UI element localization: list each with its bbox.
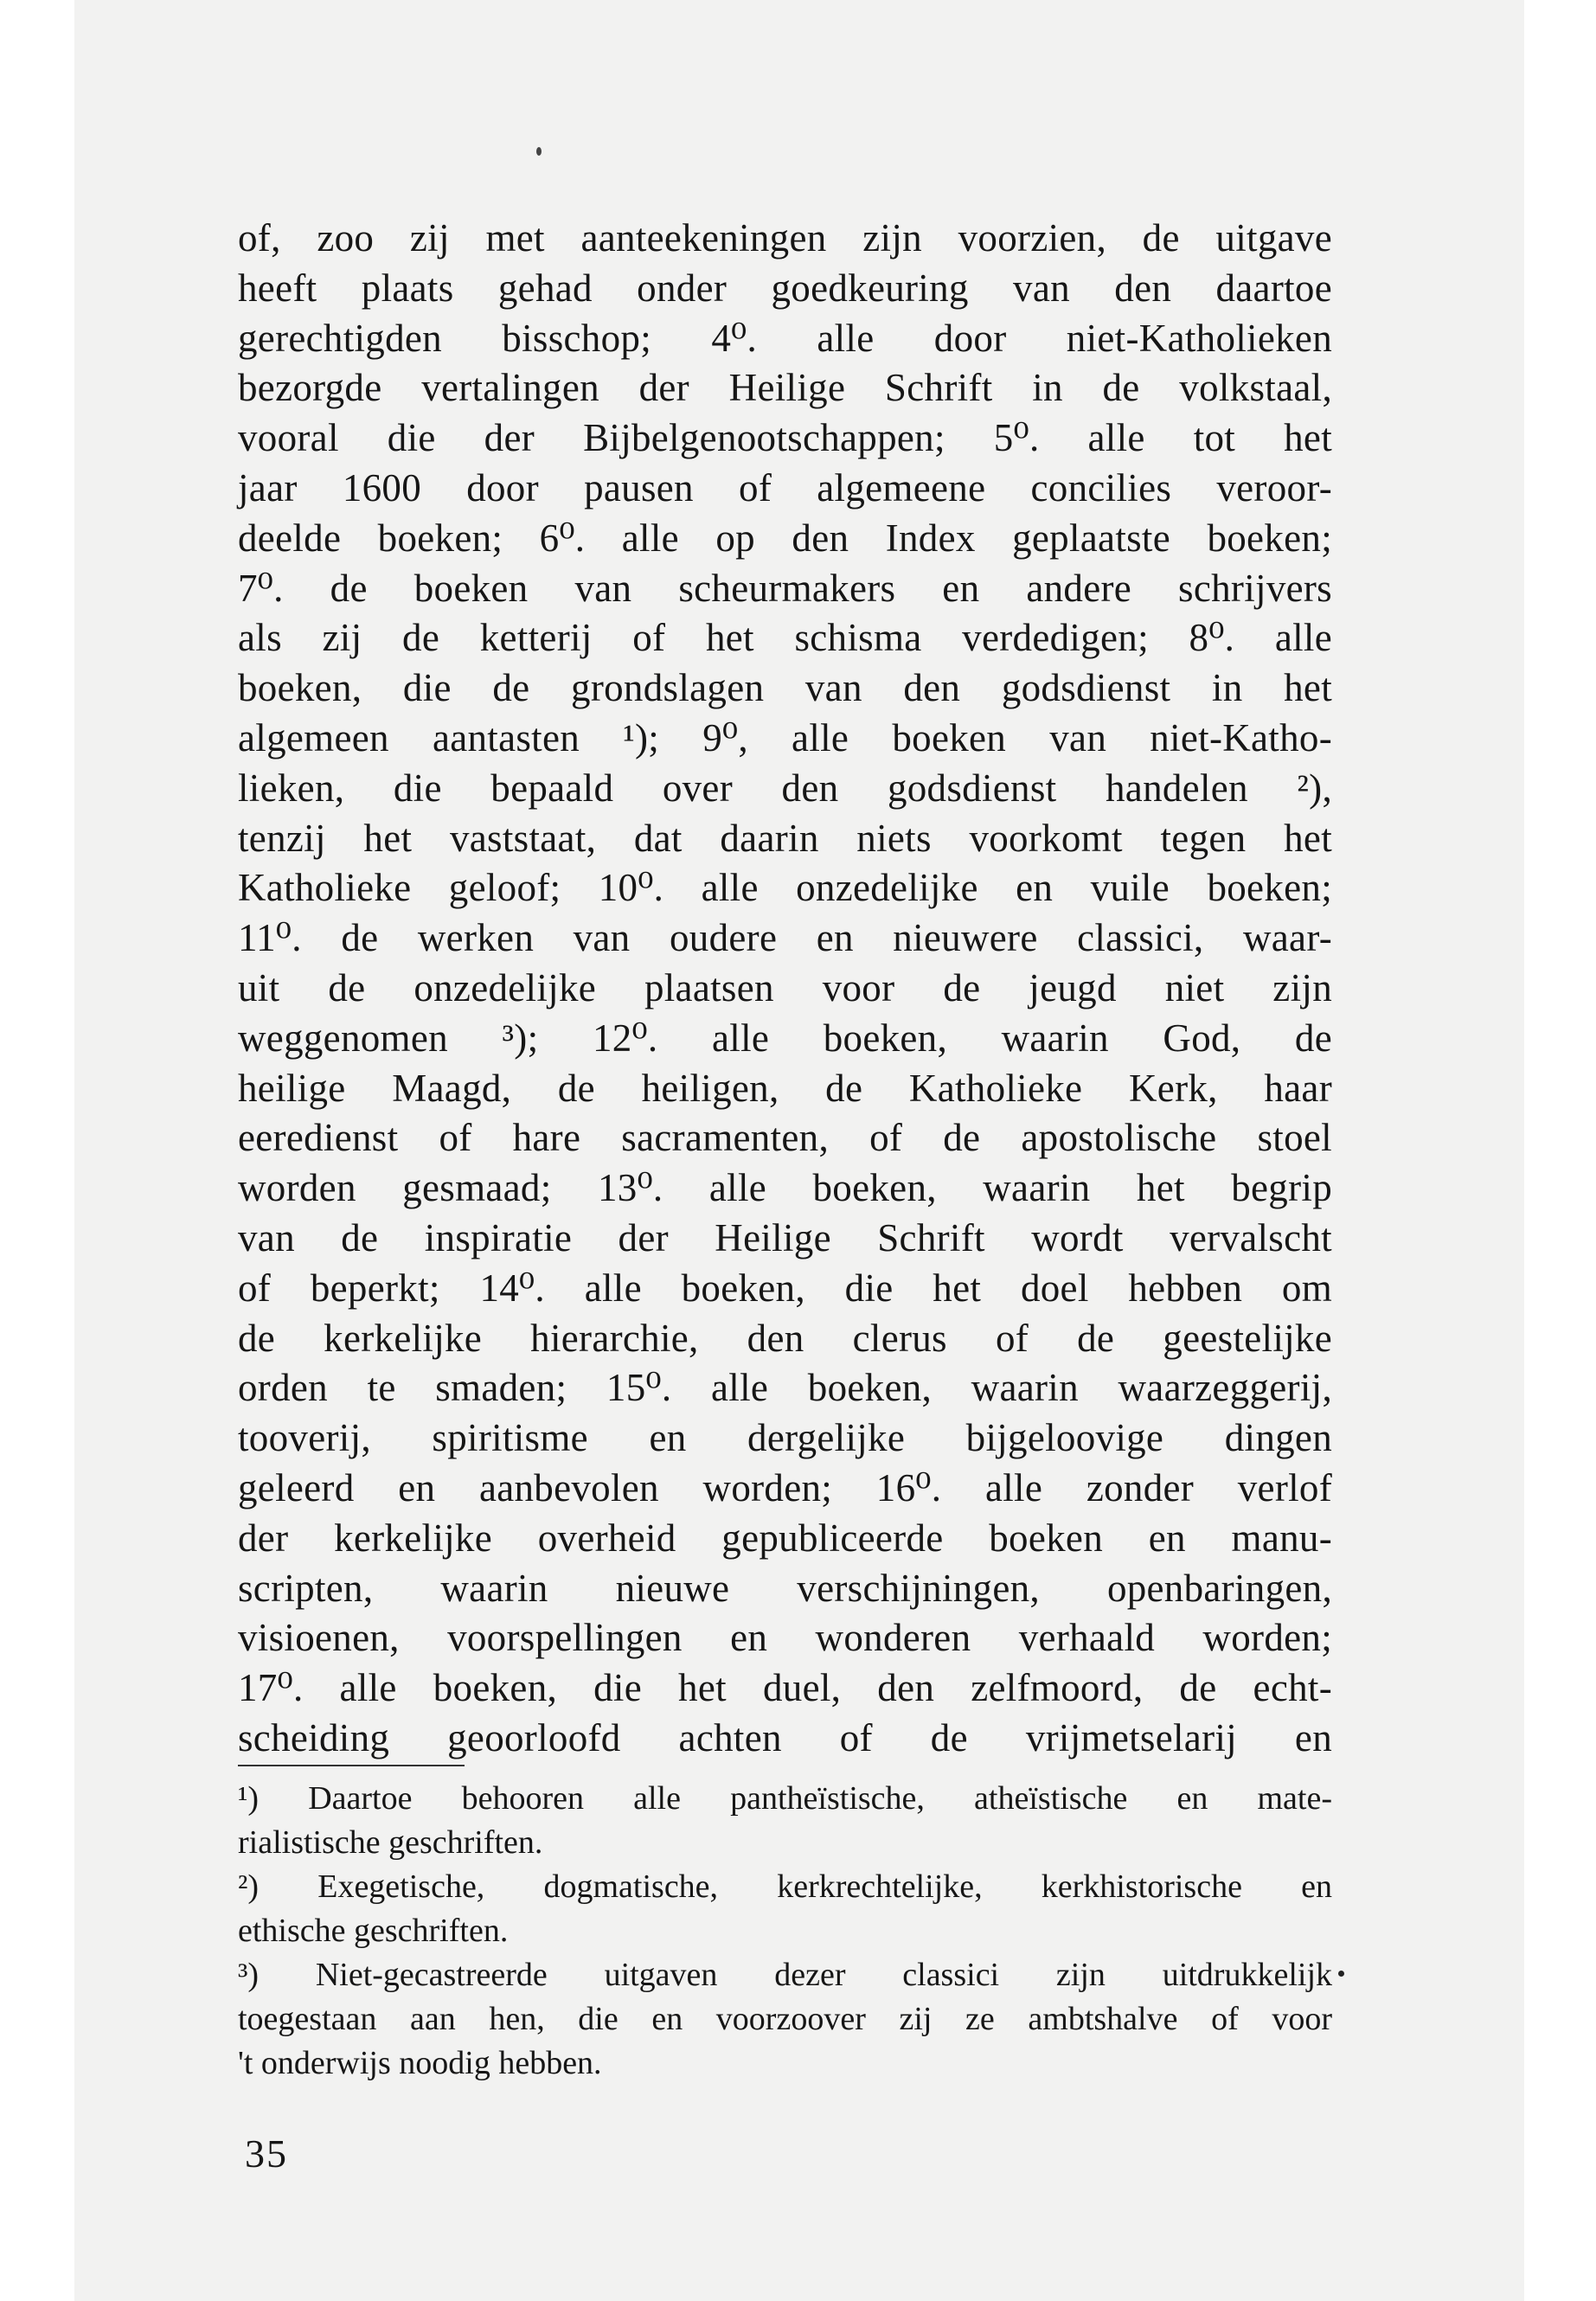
- paragraph-line: weggenomen ³); 12⁰. alle boeken, waarin God, de: [238, 1016, 1332, 1060]
- paragraph-line: scheiding geoorloofd achten of de vrijmetselarij en: [238, 1715, 1332, 1759]
- paragraph-line: vooral die der Bijbelgenootschappen; 5⁰. alle tot het: [238, 416, 1332, 460]
- margin-mark: [1338, 1971, 1344, 1977]
- paragraph-line: boeken, die de grondslagen van den godsdienst in het: [238, 666, 1332, 710]
- footnote-line: ethische geschriften.: [238, 1913, 509, 1949]
- paragraph-line: deelde boeken; 6⁰. alle op den Index geplaatste boeken;: [238, 516, 1332, 560]
- footnote-line: rialistische geschriften.: [238, 1824, 543, 1861]
- paragraph-line: orden te smaden; 15⁰. alle boeken, waarin waarzeggerij,: [238, 1366, 1332, 1410]
- paragraph-line: geleerd en aanbevolen worden; 16⁰. alle zonder verlof: [238, 1465, 1332, 1509]
- paragraph-line: der kerkelijke overheid gepubliceerde boeken en manu-: [238, 1516, 1332, 1560]
- paragraph-line: als zij de ketterij of het schisma verdedigen; 8⁰. alle: [238, 616, 1332, 660]
- paragraph-line: van de inspiratie der Heilige Schrift wordt vervalscht: [238, 1215, 1332, 1259]
- paragraph-line: tooverij, spiritisme en dergelijke bijgeloovige dingen: [238, 1416, 1332, 1460]
- footnote-line: 't onderwijs noodig hebben.: [238, 2045, 602, 2081]
- paragraph-line: uit de onzedelijke plaatsen voor de jeugd niet zijn: [238, 965, 1332, 1009]
- paragraph-line: 7⁰. de boeken van scheurmakers en andere schrijvers: [238, 566, 1332, 610]
- footnote-line: ²) Exegetische, dogmatische, kerkrechtelijke, kerkhistorische en: [238, 1868, 1332, 1905]
- paragraph-line: 11⁰. de werken van oudere en nieuwere classici, waar-: [238, 916, 1332, 960]
- print-speck: [536, 147, 542, 156]
- paragraph-line: scripten, waarin nieuwe verschijningen, openbaringen,: [238, 1566, 1332, 1610]
- footnote-1: [238, 1777, 1332, 1865]
- paragraph-line: of, zoo zij met aanteekeningen zijn voorzien, de uitgave: [238, 216, 1332, 260]
- page-number: 35: [245, 2131, 288, 2176]
- paragraph-line: visioenen, voorspellingen en wonderen verhaald worden;: [238, 1616, 1332, 1660]
- paragraph-line: of beperkt; 14⁰. alle boeken, die het doel hebben om: [238, 1266, 1332, 1310]
- main-paragraph: [238, 214, 1332, 1764]
- paragraph-line: jaar 1600 door pausen of algemeene concilies veroor-: [238, 465, 1332, 510]
- footnote-divider: [238, 1765, 465, 1766]
- paragraph-line: tenzij het vaststaat, dat daarin niets voorkomt tegen het: [238, 816, 1332, 860]
- footnote-2: [238, 1865, 1332, 1953]
- footnotes: [238, 1777, 1332, 2086]
- footnote-line: toegestaan aan hen, die en voorzoover zij ze ambtshalve of voor: [238, 2001, 1332, 2037]
- paragraph-line: de kerkelijke hierarchie, den clerus of de geestelijke: [238, 1316, 1332, 1360]
- paragraph-line: 17⁰. alle boeken, die het duel, den zelfmoord, de echt-: [238, 1666, 1332, 1710]
- footnote-line: ¹) Daartoe behooren alle pantheïstische, atheïstische en mate-: [238, 1780, 1332, 1817]
- paragraph-line: lieken, die bepaald over den godsdienst handelen ²),: [238, 766, 1332, 810]
- footnote-line: ³) Niet-gecastreerde uitgaven dezer classici zijn uitdrukkelijk: [238, 1957, 1332, 1993]
- paragraph-line: heilige Maagd, de heiligen, de Katholieke Kerk, haar: [238, 1066, 1332, 1110]
- paragraph-line: Katholieke geloof; 10⁰. alle onzedelijke en vuile boeken;: [238, 866, 1332, 910]
- paragraph-line: bezorgde vertalingen der Heilige Schrift in de volkstaal,: [238, 366, 1332, 410]
- paragraph-line: eeredienst of hare sacramenten, of de apostolische stoel: [238, 1116, 1332, 1160]
- paragraph-line: algemeen aantasten ¹); 9⁰, alle boeken van niet-Katho-: [238, 715, 1332, 760]
- paragraph-line: gerechtigden bisschop; 4⁰. alle door niet-Katholieken: [238, 316, 1332, 360]
- footnote-3: [238, 1953, 1332, 2086]
- paragraph-line: worden gesmaad; 13⁰. alle boeken, waarin het begrip: [238, 1166, 1332, 1210]
- paragraph-line: heeft plaats gehad onder goedkeuring van den daartoe: [238, 266, 1332, 310]
